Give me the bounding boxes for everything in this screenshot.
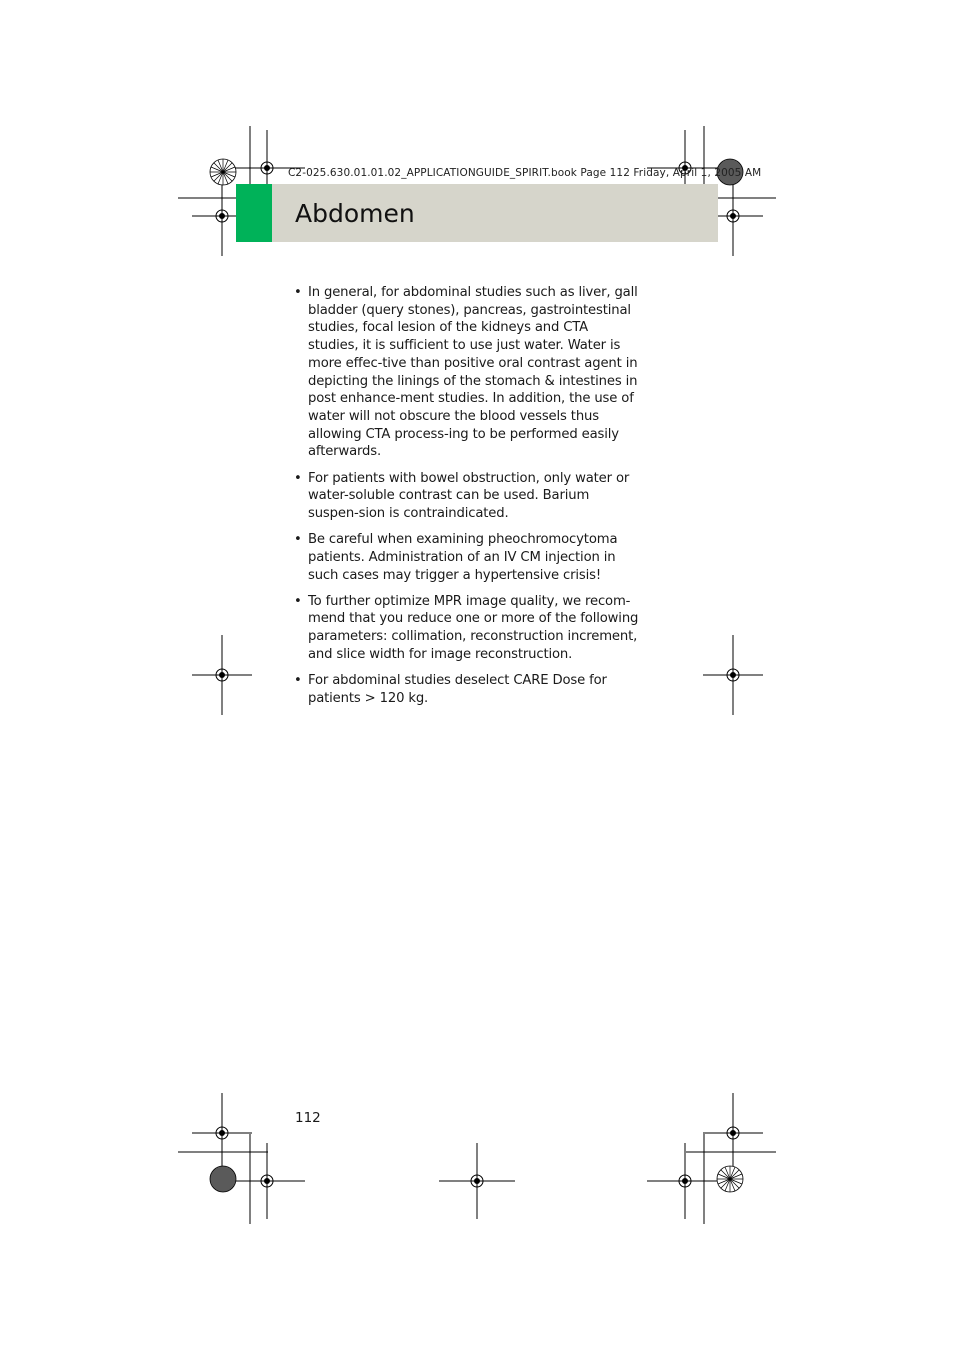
list-item-text: Be careful when examining pheochromocytoma patients. Administration of an IV CM injection in such cases may trigger a hypertensive crisis! [308,532,618,583]
list-item-text: For patients with bowel obstruction, only water or water-soluble contrast can be used. Barium suspen-sion is contraindicated. [308,470,630,521]
chapter-title: Abdomen [295,199,415,228]
bullet-list [294,284,640,716]
list-item [294,531,640,584]
bullet-icon: • [294,285,302,300]
bullet-icon: • [294,593,302,609]
bullet-icon: • [294,532,302,548]
list-item [294,470,640,523]
list-item [294,284,640,461]
list-item-text: In general, for abdominal studies such as liver, gall bladder (query stones), pancreas, gastrointestinal studies, focal lesion of the kidneys and CTA studies, it is sufficient to use just water. Water is more effec-tive than positive oral contrast agent in depicting the linings of the stomach & intestines in post enhance-ment studies. In addition, the use of water will not obscure the blood vessels thus allowing CTA process-ing to be performed easily afterwards. [308,285,638,460]
list-item-text: To further optimize MPR image quality, we recom-mend that you reduce one or more of the following parameters: collimation, reconstruction increment, and slice width for image reconstruction. [308,593,639,662]
list-item [294,593,640,664]
list-item-text: For abdominal studies deselect CARE Dose for patients > 120 kg. [308,673,607,706]
chapter-color-tab [236,184,272,242]
bullet-icon: • [294,673,302,689]
chapter-header [236,184,718,242]
page-number: 112 [295,1110,321,1126]
book-slug-line: C2-025.630.01.01.02_APPLICATIONGUIDE_SPIRIT.book Page 112 Friday, April 1, 2005 AM [288,167,762,179]
list-item [294,672,640,707]
bullet-icon: • [294,470,302,486]
